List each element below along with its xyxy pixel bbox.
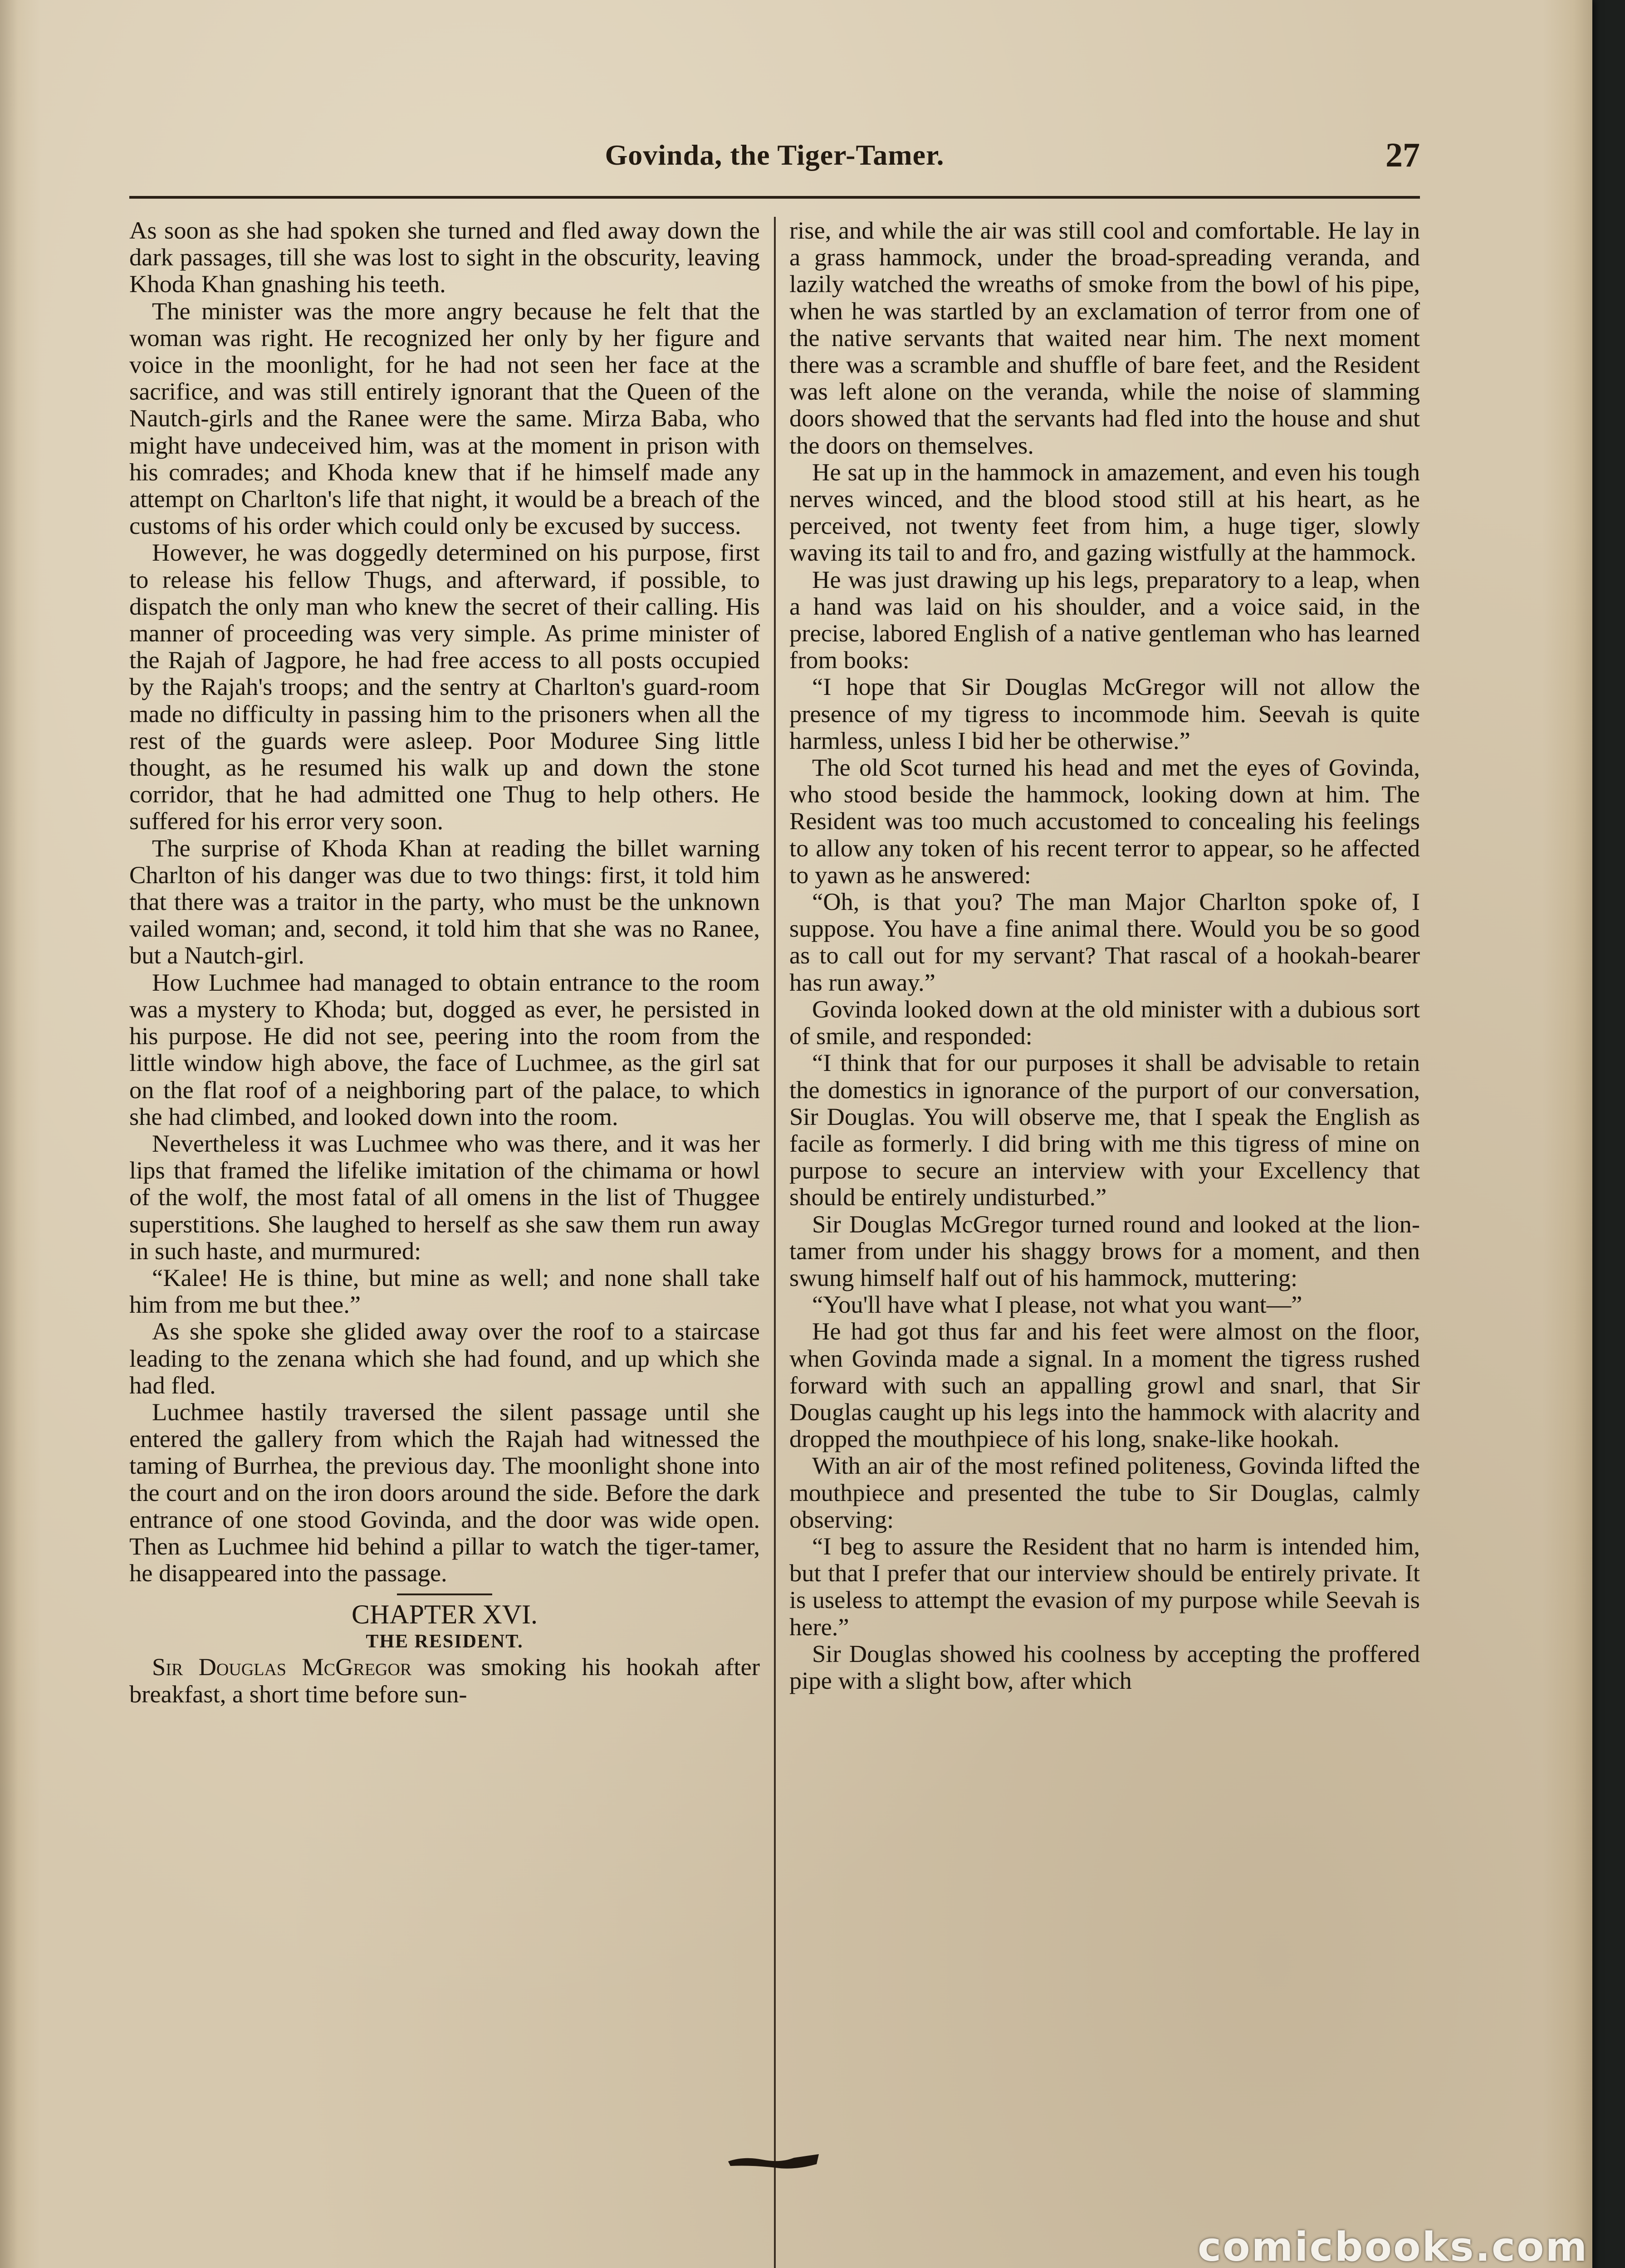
paragraph: How Luchmee had managed to obtain entrance to the room was a mystery to Khoda; but, dogged as ever, he persisted in his purpose. He did not see, peering into the room from the little window high above, the face of Luchmee, as the girl sat on the flat roof of a neighboring part of the palace, to which she had climbed, and looked down into the room. bbox=[129, 968, 760, 1130]
paragraph: “I beg to assure the Resident that no harm is intended him, but that I prefer that our interview should be entirely private. It is useless to attempt the evasion of my purpose while Seevah is here.” bbox=[789, 1532, 1420, 1641]
paragraph: With an air of the most refined politeness, Govinda lifted the mouthpiece and presented the tube to Sir Douglas, calmly observing: bbox=[789, 1452, 1420, 1533]
paragraph: “Kalee! He is thine, but mine as well; and none shall take him from me but thee.” bbox=[129, 1263, 760, 1319]
paragraph: rise, and while the air was still cool and comfortable. He lay in a grass hammock, under the broad-spreading veranda, and lazily watched the wreaths of smoke from the bowl of his pipe, when he was startled by an exclamation of terror from one of the native servants that waited near him. The next moment there was a scramble and shuffle of bare feet, and the Resident was left alone on the veranda, while the noise of slamming doors showed that the servants had fled into the house and shut the doors on themselves. bbox=[789, 216, 1420, 459]
paragraph: Sir Douglas showed his coolness by accepting the proffered pipe with a slight bow, after which bbox=[789, 1639, 1420, 1694]
paragraph: Luchmee hastily traversed the silent passage until she entered the gallery from which the Rajah had witnessed the taming of Burrhea, the previous day. The moonlight shone into the court and on the iron doors around the side. Before the dark entrance of one stood Govinda, and the door was wide open. Then as Luchmee hid behind a pillar to watch the tiger-tamer, he disappeared into the passage. bbox=[129, 1398, 760, 1587]
header-rule bbox=[129, 196, 1420, 199]
running-header bbox=[129, 138, 1420, 188]
paragraph: He sat up in the hammock in amazement, and even his tough nerves winced, and the blood stood still at his heart, as he perceived, not twenty feet from him, a huge tiger, slowly waving its tail to and fro, and gazing wistfully at the hammock. bbox=[789, 458, 1420, 567]
paragraph: However, he was doggedly determined on his purpose, first to release his fellow Thugs, and afterward, if possible, to dispatch the only man who knew the secret of their calling. His manner of proceeding was very simple. As prime minister of the Rajah of Jagpore, he had free access to all posts occupied by the Rajah's troops; and the sentry at Charlton's guard-room made no difficulty in passing him to the prisoners when all the rest of the guards were asleep. Poor Moduree Sing little thought, as he resumed his walk up and down the stone corridor, that he had admitted one Thug to help others. He suffered for his error very soon. bbox=[129, 538, 760, 835]
paragraph: Govinda looked down at the old minister with a dubious sort of smile, and responded: bbox=[789, 995, 1420, 1050]
paragraph: The surprise of Khoda Khan at reading the billet warning Charlton of his danger was due to two things: first, it told him that there was a traitor in the party, who must be the unknown vailed woman; and, second, it told him that she was no Ranee, but a Nautch-girl. bbox=[129, 834, 760, 969]
running-title: Govinda, the Tiger-Tamer. bbox=[605, 139, 945, 171]
printers-ornament bbox=[726, 2148, 821, 2174]
watermark-text: comicbooks.com bbox=[1198, 2224, 1589, 2268]
paragraph: “I think that for our purposes it shall be advisable to retain the domestics in ignorance of the purport of our conversation, Sir Douglas. You will observe me, that I speak the English as facile as formerly. I did bring with me this tigress of mine on purpose to secure an interview with your Excellency that should be entirely undisturbed.” bbox=[789, 1049, 1420, 1211]
page-number: 27 bbox=[1385, 136, 1420, 174]
chapter-subtitle: THE RESIDENT. bbox=[366, 1631, 524, 1652]
column-divider bbox=[774, 217, 776, 2268]
chapter-rule bbox=[397, 1593, 492, 1595]
paragraph: Sir Douglas McGregor turned round and looked at the lion-tamer from under his shaggy brows for a moment, and then swung himself half out of his hammock, muttering: bbox=[789, 1210, 1420, 1291]
paragraph: He was just drawing up his legs, preparatory to a leap, when a hand was laid on his shoulder, and a voice said, in the precise, labored English of a native gentleman who has learned from books: bbox=[789, 565, 1420, 674]
paragraph: “You'll have what I please, not what you want—” bbox=[812, 1290, 1302, 1319]
chapter-opening-paragraph bbox=[129, 1653, 760, 1707]
paragraph: He had got thus far and his feet were almost on the floor, when Govinda made a signal. In a moment the tigress rushed forward with such an appalling growl and snarl, that Sir Douglas caught up his legs into the hammock with alacrity and dropped the mouthpiece of his long, snake-like hookah. bbox=[789, 1317, 1420, 1453]
right-column bbox=[789, 217, 1420, 1694]
paragraph: The minister was the more angry because he felt that the woman was right. He recognized her only by her figure and voice in the moonlight, for he had not seen her face at the sacrifice, and was still entirely ignorant that the Queen of the Nautch-girls and the Ranee were the same. Mirza Baba, who might have undeceived him, was at the moment in prison with his comrades; and Khoda knew that if he himself made any attempt on Charlton's life that night, it would be a breach of the customs of his order which could only be excused by success. bbox=[129, 297, 760, 540]
paragraph: “Oh, is that you? The man Major Charlton spoke of, I suppose. You have a fine animal there. Would you be so good as to call out for my servant? That rascal of a hookah-bearer has run away.” bbox=[789, 888, 1420, 996]
chapter-heading: CHAPTER XVI. bbox=[351, 1599, 538, 1630]
paragraph: Nevertheless it was Luchmee who was there, and it was her lips that framed the lifelike imitation of the chimama or howl of the wolf, the most fatal of all omens in the list of Thuggee superstitions. She laughed to herself as she saw them run away in such haste, and murmured: bbox=[129, 1129, 760, 1265]
paragraph: As soon as she had spoken she turned and fled away down the dark passages, till she was lost to sight in the obscurity, leaving Khoda Khan gnashing his teeth. bbox=[129, 216, 760, 298]
left-column bbox=[129, 217, 760, 1707]
paragraph: The old Scot turned his head and met the eyes of Govinda, who stood beside the hammock, looking down at him. The Resident was too much accustomed to concealing his feelings to allow any token of his recent terror to appear, so he affected to yawn as he answered: bbox=[789, 753, 1420, 889]
paragraph: “I hope that Sir Douglas McGregor will not allow the presence of my tigress to incommode him. Seevah is quite harmless, unless I bid her be otherwise.” bbox=[789, 673, 1420, 754]
paragraph: As she spoke she glided away over the roof to a staircase leading to the zenana which she had found, and up which she had fled. bbox=[129, 1317, 760, 1399]
chapter-opening-caps: Sir Douglas McGregor bbox=[152, 1653, 412, 1681]
chapter-opening-text: was smoking his hookah after breakfast, a short time before sun- bbox=[129, 1653, 760, 1708]
